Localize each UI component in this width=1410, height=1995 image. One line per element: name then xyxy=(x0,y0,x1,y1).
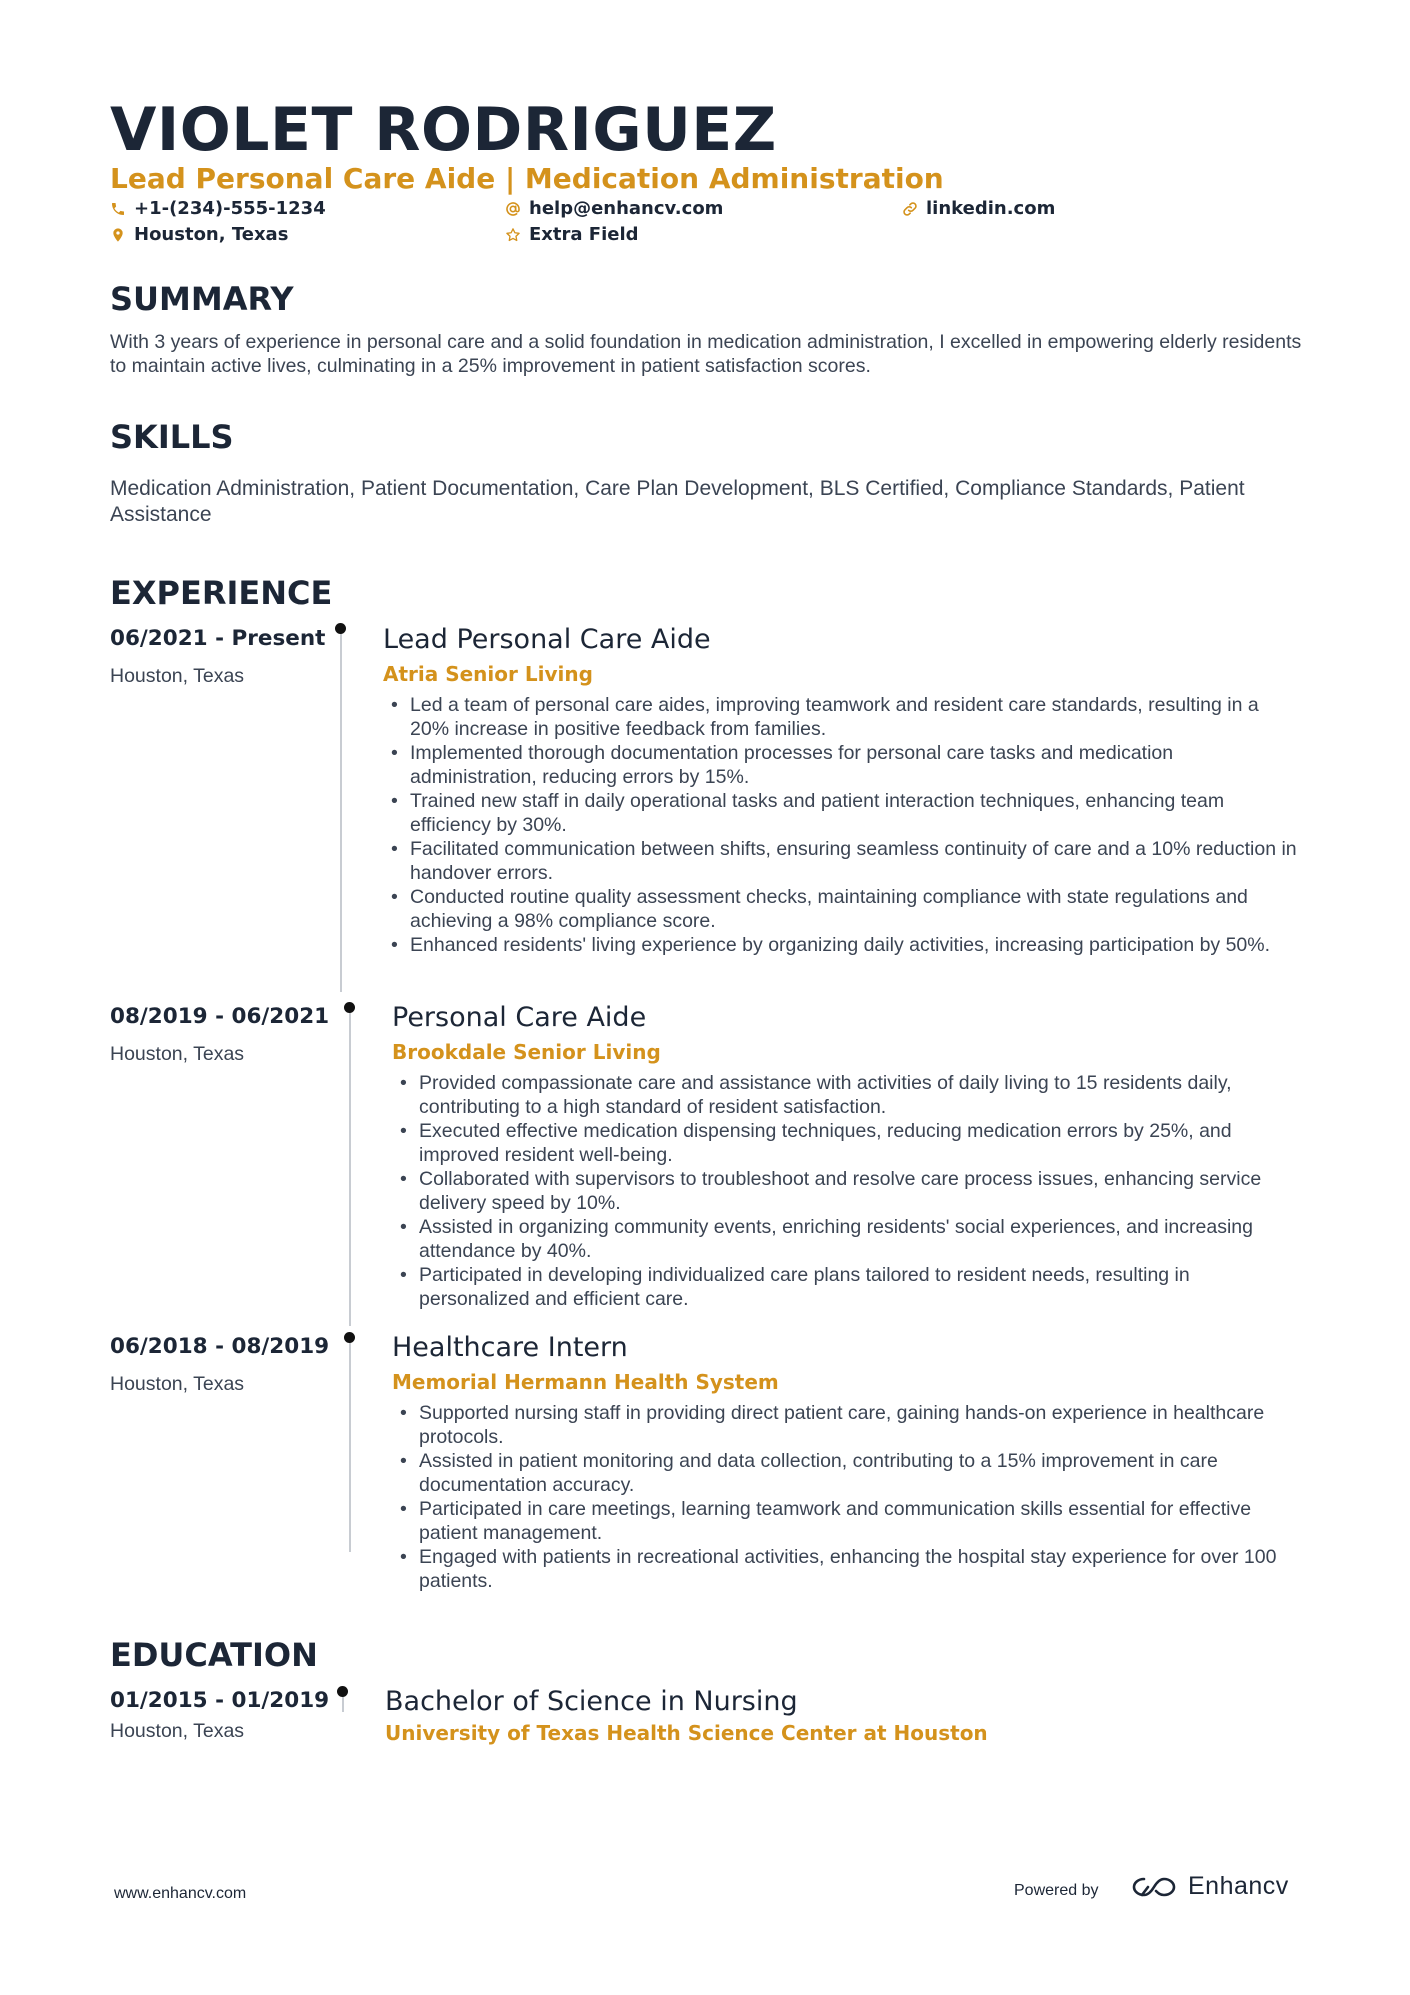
bullet-item: • Trained new staff in daily operational tasks and patient interaction techniques, enhancing team efficiency by 30%. xyxy=(383,789,1303,837)
job-bullets xyxy=(392,1401,1303,1593)
bullet-item: • Enhanced residents' living experience by organizing daily activities, increasing participation by 50%. xyxy=(383,933,1303,957)
education-dates: 01/2015 - 01/2019 xyxy=(110,1688,330,1713)
timeline-dot xyxy=(335,623,346,634)
summary-title: SUMMARY xyxy=(110,280,294,318)
job-bullets xyxy=(392,1071,1303,1311)
education-location: Houston, Texas xyxy=(110,1720,245,1742)
link-icon xyxy=(902,201,918,217)
at-icon xyxy=(505,201,521,217)
contact-extra xyxy=(505,224,639,245)
job-role: Personal Care Aide xyxy=(392,1002,647,1033)
bullet-item: • Provided compassionate care and assistance with activities of daily living to 15 residents daily, contributing to a high standard of resident satisfaction. xyxy=(392,1071,1303,1119)
location-text: Houston, Texas xyxy=(134,224,289,245)
skills-text: Medication Administration, Patient Documentation, Care Plan Development, BLS Certified, Compliance Standards, Patient Assistance xyxy=(110,477,1245,526)
bullet-item: • Implemented thorough documentation processes for personal care tasks and medication administration, reducing errors by 15%. xyxy=(383,741,1303,789)
job-role: Lead Personal Care Aide xyxy=(383,624,711,655)
contact-email[interactable] xyxy=(505,198,723,219)
extra-text: Extra Field xyxy=(529,224,639,245)
job-role: Healthcare Intern xyxy=(392,1332,628,1363)
candidate-name: VIOLET RODRIGUEZ xyxy=(110,95,777,165)
timeline-dot xyxy=(344,1002,355,1013)
brand-name: Enhancv xyxy=(1188,1872,1289,1900)
bullet-item: • Conducted routine quality assessment checks, maintaining compliance with state regulations and achieving a 98% compliance score. xyxy=(383,885,1303,933)
job-company: Atria Senior Living xyxy=(383,662,593,686)
education-school: University of Texas Health Science Center at Houston xyxy=(385,1721,988,1745)
timeline-line xyxy=(349,1340,351,1552)
bullet-item: • Assisted in patient monitoring and data collection, contributing to a 15% improvement in care documentation accuracy. xyxy=(392,1449,1303,1497)
location-pin-icon xyxy=(110,227,126,243)
skills-title: SKILLS xyxy=(110,418,234,456)
star-icon xyxy=(505,227,521,243)
job-dates: 08/2019 - 06/2021 xyxy=(110,1004,330,1029)
powered-by-label: Powered by xyxy=(1014,1882,1099,1899)
bullet-item: • Collaborated with supervisors to troubleshoot and resolve care process issues, enhancing service delivery speed by 10%. xyxy=(392,1167,1303,1215)
job-location: Houston, Texas xyxy=(110,665,245,687)
timeline-dot xyxy=(344,1332,355,1343)
contact-linkedin[interactable] xyxy=(902,198,1055,219)
summary-text: With 3 years of experience in personal care and a solid foundation in medication administration, I excelled in empowering elderly residents to maintain active lives, culminating in a 25% improvement in patient satisfaction scores. xyxy=(110,331,1302,377)
job-bullets xyxy=(383,693,1303,957)
footer-url[interactable]: www.enhancv.com xyxy=(114,1885,247,1902)
brand-logo[interactable] xyxy=(1130,1872,1289,1901)
job-dates: 06/2018 - 08/2019 xyxy=(110,1334,330,1359)
experience-title: EXPERIENCE xyxy=(110,574,333,612)
bullet-item: • Engaged with patients in recreational activities, enhancing the hospital stay experience for over 100 patients. xyxy=(392,1545,1303,1593)
headline: Lead Personal Care Aide | Medication Administration xyxy=(110,162,944,195)
phone-icon xyxy=(110,201,126,217)
job-company: Memorial Hermann Health System xyxy=(392,1370,779,1394)
phone-text: +1-(234)-555-1234 xyxy=(134,198,326,219)
bullet-item: • Assisted in organizing community events, enriching residents' social experiences, and increasing attendance by 40%. xyxy=(392,1215,1303,1263)
timeline-line xyxy=(349,1010,351,1326)
job-location: Houston, Texas xyxy=(110,1373,245,1395)
job-dates: 06/2021 - Present xyxy=(110,626,326,651)
contact-location xyxy=(110,224,288,245)
education-degree: Bachelor of Science in Nursing xyxy=(385,1686,798,1717)
infinity-logo-icon xyxy=(1130,1873,1178,1901)
bullet-item: • Participated in developing individualized care plans tailored to resident needs, resulting in personalized and efficient care. xyxy=(392,1263,1303,1311)
email-text[interactable]: help@enhancv.com xyxy=(529,198,724,219)
timeline-dot xyxy=(337,1686,348,1697)
timeline-line xyxy=(340,632,342,992)
bullet-item: • Participated in care meetings, learning teamwork and communication skills essential for effective patient management. xyxy=(392,1497,1303,1545)
bullet-item: • Led a team of personal care aides, improving teamwork and resident care standards, resulting in a 20% increase in positive feedback from families. xyxy=(383,693,1303,741)
linkedin-text[interactable]: linkedin.com xyxy=(926,198,1056,219)
bullet-item: • Executed effective medication dispensing techniques, reducing medication errors by 25%, and improved resident well-being. xyxy=(392,1119,1303,1167)
bullet-item: • Supported nursing staff in providing direct patient care, gaining hands-on experience in healthcare protocols. xyxy=(392,1401,1303,1449)
job-location: Houston, Texas xyxy=(110,1043,245,1065)
job-company: Brookdale Senior Living xyxy=(392,1040,661,1064)
contact-phone xyxy=(110,198,326,219)
bullet-item: • Facilitated communication between shifts, ensuring seamless continuity of care and a 10% reduction in handover errors. xyxy=(383,837,1303,885)
education-title: EDUCATION xyxy=(110,1636,318,1674)
